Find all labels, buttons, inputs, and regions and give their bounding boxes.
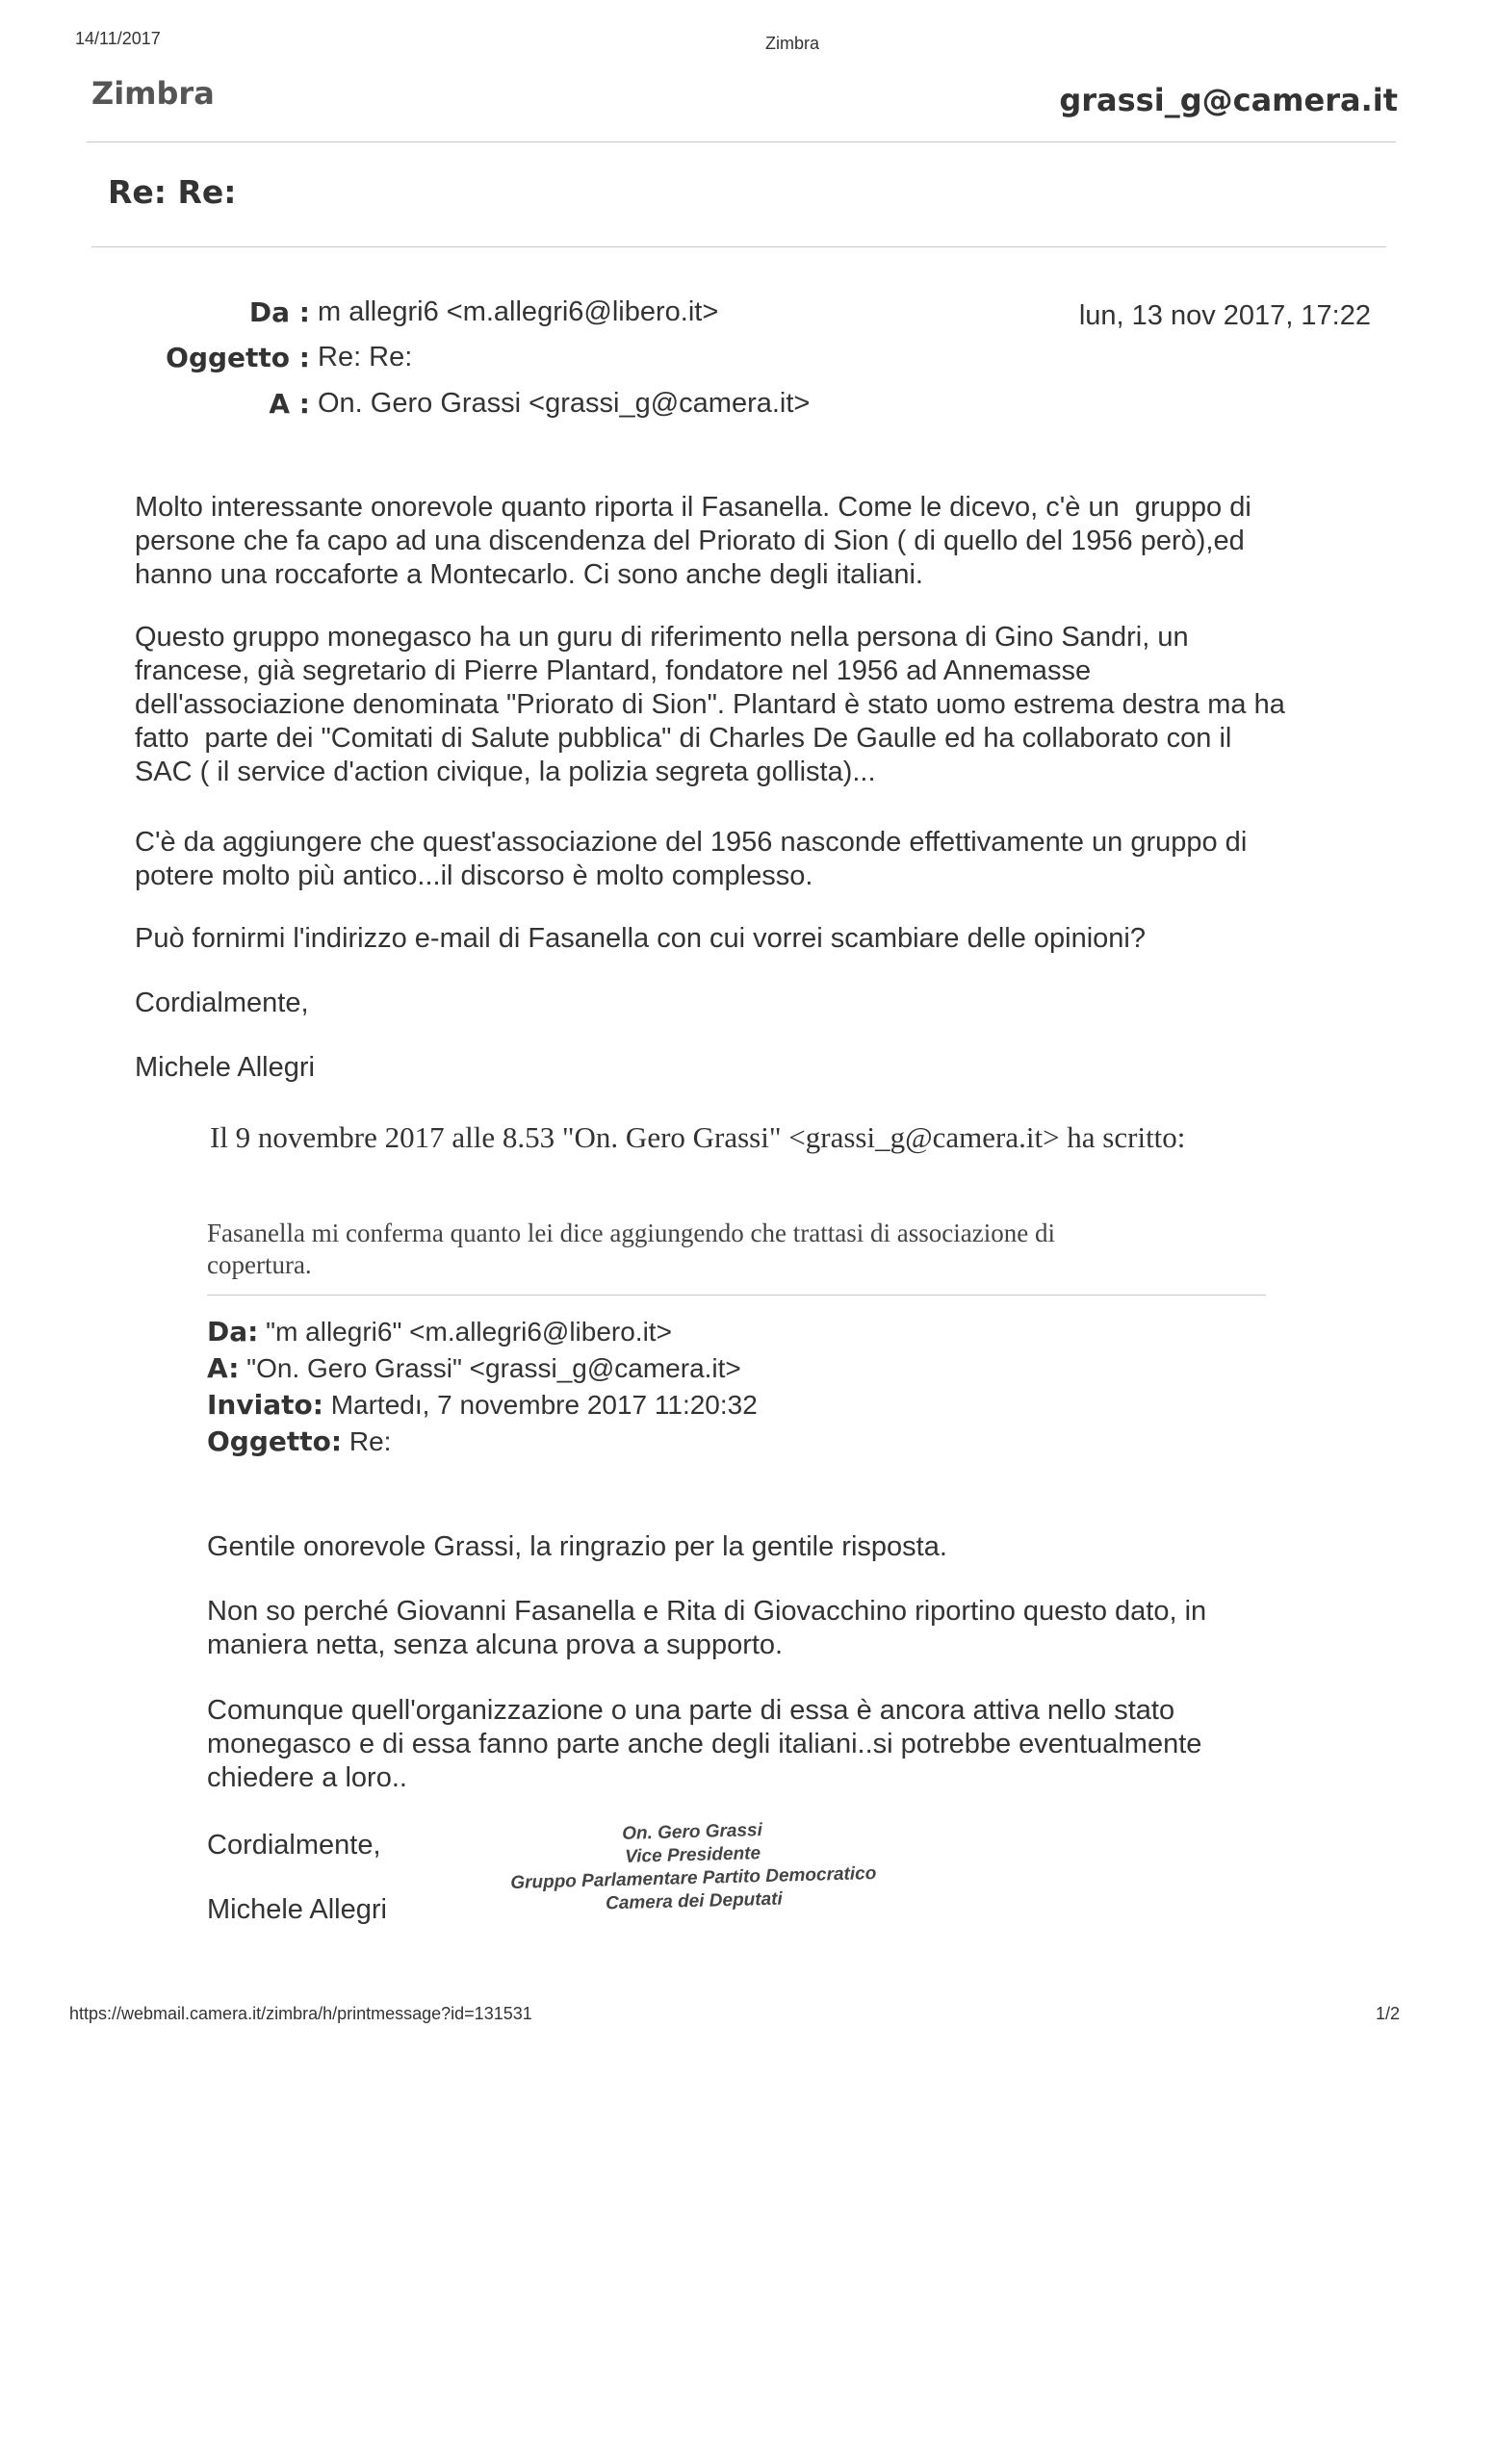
- quoted-signature: Michele Allegri: [207, 1894, 387, 1925]
- quoted-reply: Fasanella mi conferma quanto lei dice aggiungendo che trattasi di associazione di copertura.: [207, 1219, 1055, 1279]
- quoted-paragraph-2: Non so perché Giovanni Fasanella e Rita di Giovacchino riportino questo dato, in maniera netta, senza alcuna prova a supporto.: [207, 1596, 1207, 1660]
- quoted-intro: Il 9 novembre 2017 alle 8.53 "On. Gero Grassi" <grassi_g@camera.it> ha scritto:: [210, 1120, 1186, 1154]
- body-closing: Cordialmente,: [135, 988, 309, 1018]
- subject-divider: [91, 246, 1386, 247]
- quoted-from: Da: "m allegri6" <m.allegri6@libero.it>: [207, 1316, 672, 1348]
- to-label: A :: [269, 388, 310, 420]
- print-date: 14/11/2017: [75, 29, 161, 48]
- quoted-subject: Oggetto: Re:: [207, 1425, 392, 1457]
- message-subject: Re: Re:: [108, 173, 237, 211]
- from-value: m allegri6 <m.allegri6@libero.it>: [318, 296, 719, 327]
- account-email: grassi_g@camera.it: [1059, 82, 1398, 118]
- page-number: 1/2: [1375, 2004, 1400, 2023]
- body-paragraph-3: C'è da aggiungere che quest'associazione del 1956 nasconde effettivamente un gruppo di potere molto più antico...il discorso è molto complesso.: [135, 827, 1248, 891]
- quoted-divider: [207, 1295, 1266, 1296]
- subject-label: Oggetto :: [166, 342, 310, 373]
- quoted-paragraph-3: Comunque quell'organizzazione o una parte di essa è ancora attiva nello stato monegasco e di essa fanno parte anche degli italiani..si potrebbe eventualmente chiedere a loro..: [207, 1695, 1202, 1793]
- body-paragraph-2: Questo gruppo monegasco ha un guru di riferimento nella persona di Gino Sandri, un francese, già segretario di Pierre Plantard, fondatore nel 1956 ad Annemasse dell'associazione denominata "Priorato di Sion". Plantard è stato uomo estrema destra ma ha fatto parte dei "Comitati di Salute pubblica" di Charles De Gaulle ed ha collaborato con il SAC ( il service d'action civique, la polizia segreta gollista)...: [135, 622, 1285, 787]
- subject-value: Re: Re:: [318, 342, 413, 372]
- header-divider: [87, 141, 1396, 142]
- quoted-closing: Cordialmente,: [207, 1830, 381, 1861]
- stamp-name: On. Gero Grassi: [621, 1820, 763, 1844]
- stamp-group: Gruppo Parlamentare Partito Democratico: [510, 1863, 877, 1893]
- print-url: https://webmail.camera.it/zimbra/h/printmessage?id=131531: [69, 2004, 532, 2023]
- to-value: On. Gero Grassi <grassi_g@camera.it>: [318, 388, 811, 419]
- stamp-role: Vice Presidente: [625, 1843, 761, 1867]
- quoted-to: A: "On. Gero Grassi" <grassi_g@camera.it>: [207, 1352, 741, 1384]
- body-signature: Michele Allegri: [135, 1052, 315, 1083]
- from-label: Da :: [248, 296, 310, 328]
- print-title: Zimbra: [765, 34, 820, 53]
- body-paragraph-1: Molto interessante onorevole quanto riporta il Fasanella. Come le dicevo, c'è un gruppo di persone che fa capo ad una discendenza del Priorato di Sion ( di quello del 1956 però),ed hanno una roccaforte a Montecarlo. Ci sono anche degli italiani.: [135, 492, 1251, 590]
- official-stamp: [485, 1815, 901, 1918]
- quoted-paragraph-1: Gentile onorevole Grassi, la ringrazio per la gentile risposta.: [207, 1531, 947, 1562]
- message-date: lun, 13 nov 2017, 17:22: [1078, 300, 1371, 331]
- app-name: Zimbra: [91, 75, 215, 112]
- stamp-chamber: Camera dei Deputati: [605, 1888, 784, 1914]
- body-paragraph-4: Può fornirmi l'indirizzo e-mail di Fasanella con cui vorrei scambiare delle opinioni?: [135, 923, 1147, 954]
- quoted-sent: Inviato: Martedı, 7 novembre 2017 11:20:32: [207, 1389, 758, 1421]
